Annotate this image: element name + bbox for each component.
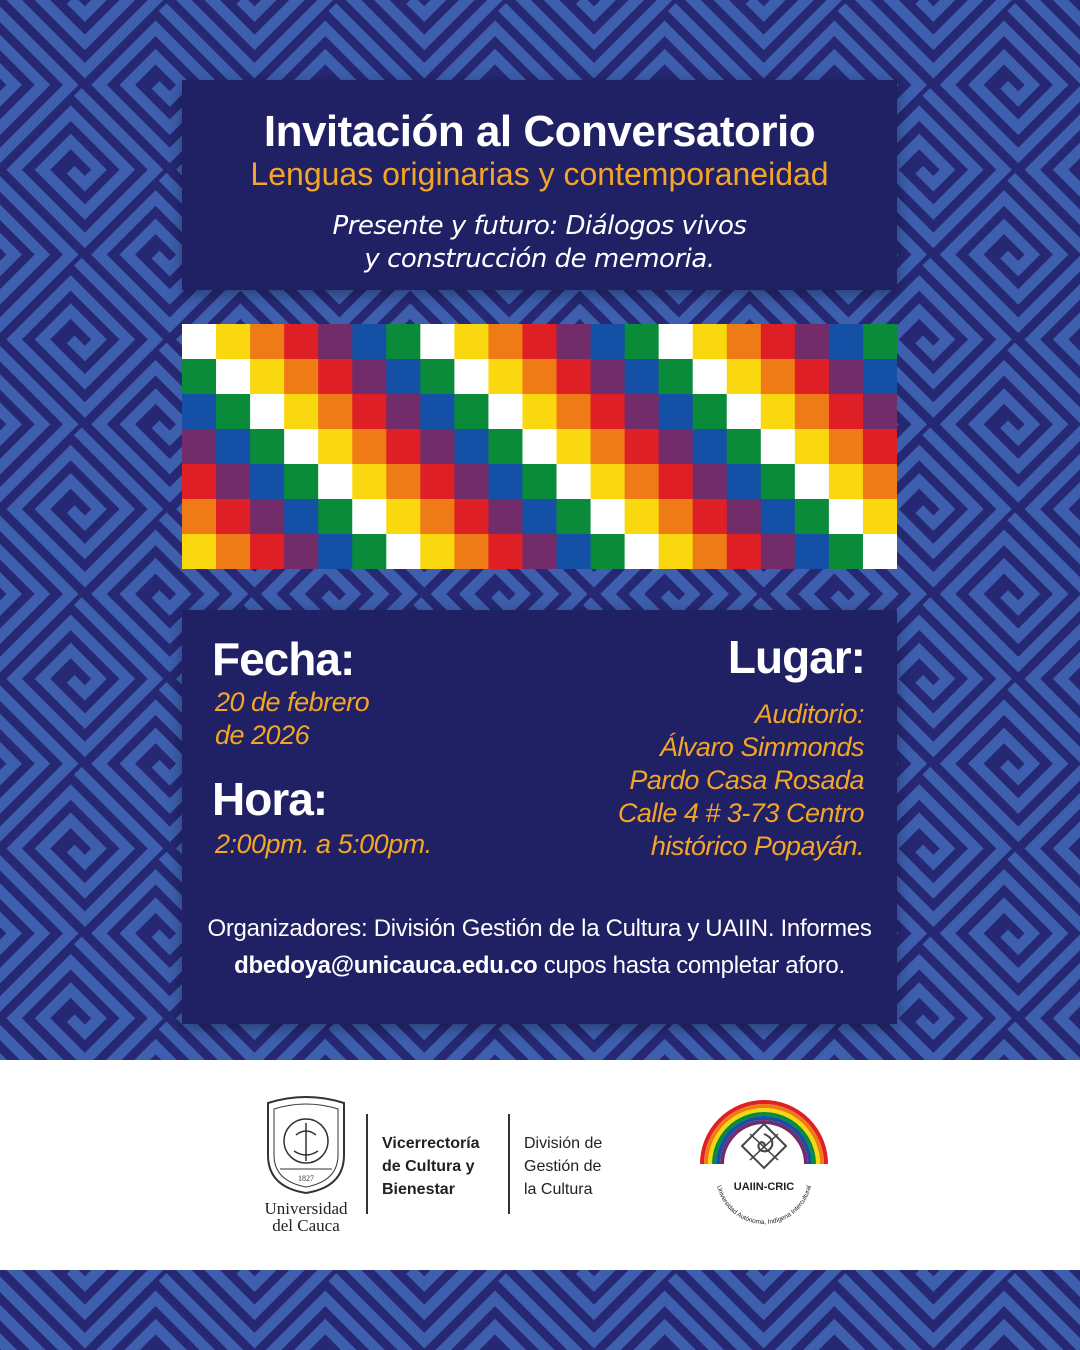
wiphala-square bbox=[625, 429, 660, 465]
wiphala-square bbox=[693, 324, 728, 360]
wiphala-square bbox=[522, 359, 557, 395]
universidad-del-cauca-seal-icon bbox=[258, 1095, 354, 1195]
fecha-line-2: de 2026 bbox=[215, 720, 310, 750]
wiphala-square bbox=[182, 534, 217, 569]
wiphala-square bbox=[284, 324, 319, 360]
wiphala-square bbox=[488, 464, 523, 500]
wiphala-square bbox=[454, 359, 489, 395]
wiphala-square bbox=[727, 359, 762, 395]
wiphala-square bbox=[318, 499, 353, 535]
wiphala-square bbox=[522, 499, 557, 535]
wiphala-square bbox=[284, 499, 319, 535]
wiphala-square bbox=[625, 534, 660, 569]
uaiin-full-name: Universidad Autónoma, Indígena Intercultural bbox=[715, 1184, 813, 1227]
wiphala-square bbox=[693, 464, 728, 500]
wiphala-square bbox=[795, 359, 830, 395]
title-panel bbox=[182, 80, 897, 290]
wiphala-square bbox=[318, 324, 353, 360]
wiphala-square bbox=[318, 464, 353, 500]
wiphala-square bbox=[693, 429, 728, 465]
fecha-value bbox=[215, 686, 369, 752]
wiphala-square bbox=[352, 429, 387, 465]
wiphala-square bbox=[795, 534, 830, 569]
wiphala-square bbox=[727, 534, 762, 569]
wiphala-square bbox=[761, 429, 796, 465]
wiphala-square bbox=[386, 359, 421, 395]
division-line-2: Gestión de bbox=[524, 1158, 602, 1175]
wiphala-square bbox=[659, 499, 694, 535]
wiphala-square bbox=[352, 499, 387, 535]
wiphala-square bbox=[625, 324, 660, 360]
wiphala-square bbox=[352, 534, 387, 569]
footer-divider bbox=[366, 1114, 368, 1214]
wiphala-square bbox=[454, 394, 489, 430]
vicerrectoria-label bbox=[382, 1132, 480, 1201]
wiphala-square bbox=[216, 499, 251, 535]
wiphala-square bbox=[727, 429, 762, 465]
wiphala-square bbox=[386, 464, 421, 500]
footer-divider bbox=[508, 1114, 510, 1214]
hora-value: 2:00pm. a 5:00pm. bbox=[215, 829, 432, 859]
lugar-line: Auditorio: bbox=[754, 699, 864, 729]
lugar-line: Pardo Casa Rosada bbox=[629, 765, 864, 795]
wiphala-square bbox=[386, 429, 421, 465]
division-line-1: División de bbox=[524, 1135, 603, 1152]
wiphala-square bbox=[557, 324, 592, 360]
wiphala-square bbox=[591, 464, 626, 500]
wiphala-square bbox=[250, 464, 285, 500]
wiphala-square bbox=[284, 464, 319, 500]
wiphala-square bbox=[522, 394, 557, 430]
wiphala-square bbox=[216, 324, 251, 360]
wiphala-square bbox=[250, 534, 285, 569]
wiphala-square bbox=[250, 324, 285, 360]
wiphala-square bbox=[625, 499, 660, 535]
organizers-line-2-rest: cupos hasta completar aforo. bbox=[537, 952, 845, 979]
wiphala-square bbox=[761, 464, 796, 500]
wiphala-square bbox=[522, 464, 557, 500]
wiphala-square bbox=[727, 464, 762, 500]
wiphala-square bbox=[454, 464, 489, 500]
wiphala-square bbox=[216, 464, 251, 500]
wiphala-square bbox=[386, 324, 421, 360]
wiphala-square bbox=[284, 359, 319, 395]
wiphala-square bbox=[863, 359, 897, 395]
wiphala-square bbox=[386, 394, 421, 430]
wiphala-square bbox=[182, 464, 217, 500]
wiphala-square bbox=[761, 394, 796, 430]
wiphala-square bbox=[625, 464, 660, 500]
wiphala-square bbox=[352, 394, 387, 430]
wiphala-square bbox=[454, 429, 489, 465]
wiphala-square bbox=[829, 429, 864, 465]
wiphala-square bbox=[488, 429, 523, 465]
wiphala-square bbox=[182, 324, 217, 360]
wiphala-square bbox=[352, 359, 387, 395]
wiphala-square bbox=[591, 534, 626, 569]
wiphala-square bbox=[625, 359, 660, 395]
seal-year: 1827 bbox=[298, 1174, 314, 1183]
division-line-3: la Cultura bbox=[524, 1181, 593, 1198]
contact-email[interactable]: dbedoya@unicauca.edu.co bbox=[234, 952, 538, 979]
wiphala-square bbox=[250, 429, 285, 465]
wiphala-square bbox=[284, 534, 319, 569]
wiphala-square bbox=[693, 394, 728, 430]
wiphala-square bbox=[829, 359, 864, 395]
wiphala-square bbox=[557, 394, 592, 430]
wiphala-square bbox=[216, 429, 251, 465]
wiphala-square bbox=[522, 534, 557, 569]
wiphala-square bbox=[488, 499, 523, 535]
organizers-line-2 bbox=[182, 947, 897, 984]
wiphala-square bbox=[761, 499, 796, 535]
wiphala-square bbox=[829, 499, 864, 535]
university-line-1: Universidad bbox=[264, 1199, 348, 1218]
organizers-line-1: Organizadores: División Gestión de la Cultura y UAIIN. Informes bbox=[207, 915, 872, 942]
wiphala-square bbox=[829, 394, 864, 430]
wiphala-square bbox=[488, 359, 523, 395]
wiphala-square bbox=[250, 499, 285, 535]
wiphala-square bbox=[863, 394, 897, 430]
wiphala-square bbox=[420, 464, 455, 500]
wiphala-square bbox=[795, 499, 830, 535]
universidad-del-cauca-name bbox=[250, 1200, 362, 1234]
lugar-label: Lugar: bbox=[727, 631, 865, 683]
wiphala-square bbox=[727, 394, 762, 430]
wiphala-square bbox=[659, 534, 694, 569]
background-maze-pattern-bottom bbox=[0, 1270, 1080, 1350]
wiphala-square bbox=[454, 324, 489, 360]
wiphala-square bbox=[250, 394, 285, 430]
hora-label: Hora: bbox=[212, 773, 328, 825]
wiphala-square bbox=[659, 324, 694, 360]
wiphala-square bbox=[795, 394, 830, 430]
wiphala-square bbox=[182, 359, 217, 395]
wiphala-square bbox=[216, 534, 251, 569]
wiphala-square bbox=[318, 394, 353, 430]
wiphala-square bbox=[420, 534, 455, 569]
wiphala-square bbox=[454, 534, 489, 569]
wiphala-square bbox=[284, 429, 319, 465]
wiphala-square bbox=[659, 394, 694, 430]
wiphala-square bbox=[318, 429, 353, 465]
wiphala-square bbox=[761, 324, 796, 360]
wiphala-square bbox=[863, 429, 897, 465]
wiphala-square bbox=[318, 534, 353, 569]
wiphala-square bbox=[216, 359, 251, 395]
wiphala-square bbox=[250, 359, 285, 395]
fecha-line-1: 20 de febrero bbox=[215, 687, 370, 717]
wiphala-square bbox=[591, 394, 626, 430]
wiphala-square bbox=[591, 429, 626, 465]
wiphala-square bbox=[488, 324, 523, 360]
wiphala-square bbox=[420, 394, 455, 430]
wiphala-square bbox=[557, 499, 592, 535]
event-details-panel bbox=[182, 610, 897, 1024]
wiphala-square bbox=[420, 359, 455, 395]
wiphala-square bbox=[591, 324, 626, 360]
wiphala-square bbox=[863, 324, 897, 360]
wiphala-square bbox=[420, 499, 455, 535]
wiphala-square bbox=[352, 324, 387, 360]
wiphala-square bbox=[216, 394, 251, 430]
division-label bbox=[524, 1132, 602, 1201]
wiphala-square bbox=[488, 394, 523, 430]
wiphala-square bbox=[795, 324, 830, 360]
wiphala-square bbox=[522, 324, 557, 360]
wiphala-square bbox=[693, 534, 728, 569]
wiphala-square bbox=[761, 359, 796, 395]
fecha-label: Fecha: bbox=[212, 633, 355, 685]
wiphala-square bbox=[591, 359, 626, 395]
university-line-2: del Cauca bbox=[272, 1216, 340, 1235]
wiphala-square bbox=[659, 464, 694, 500]
wiphala-square bbox=[795, 429, 830, 465]
wiphala-square bbox=[182, 394, 217, 430]
wiphala-square bbox=[182, 499, 217, 535]
lugar-value bbox=[618, 698, 864, 863]
wiphala-square bbox=[659, 359, 694, 395]
wiphala-square bbox=[863, 499, 897, 535]
wiphala-square bbox=[454, 499, 489, 535]
wiphala-square bbox=[625, 394, 660, 430]
event-tagline bbox=[182, 210, 897, 276]
vice-line-1: Vicerrectoría bbox=[382, 1135, 480, 1152]
tagline-line-2: y construcción de memoria. bbox=[364, 244, 715, 274]
wiphala-square bbox=[386, 534, 421, 569]
wiphala-square bbox=[863, 464, 897, 500]
wiphala-square bbox=[318, 359, 353, 395]
wiphala-square bbox=[795, 464, 830, 500]
wiphala-square bbox=[284, 394, 319, 430]
uaiin-cric-logo-icon bbox=[694, 1098, 834, 1238]
wiphala-square bbox=[488, 534, 523, 569]
event-subtitle: Lenguas originarias y contemporaneidad bbox=[250, 156, 829, 192]
wiphala-square bbox=[557, 359, 592, 395]
wiphala-square bbox=[557, 534, 592, 569]
wiphala-square bbox=[693, 359, 728, 395]
lugar-line: Álvaro Simmonds bbox=[659, 732, 864, 762]
tagline-line-1: Presente y futuro: Diálogos vivos bbox=[332, 211, 747, 241]
event-title: Invitación al Conversatorio bbox=[263, 107, 816, 156]
wiphala-square bbox=[727, 499, 762, 535]
wiphala-square bbox=[386, 499, 421, 535]
wiphala-square bbox=[829, 324, 864, 360]
wiphala-square bbox=[829, 534, 864, 569]
wiphala-square bbox=[420, 429, 455, 465]
wiphala-square bbox=[829, 464, 864, 500]
wiphala-square bbox=[557, 429, 592, 465]
lugar-line: histórico Popayán. bbox=[650, 831, 864, 861]
wiphala-square bbox=[727, 324, 762, 360]
wiphala-square bbox=[761, 534, 796, 569]
wiphala-square bbox=[557, 464, 592, 500]
wiphala-square bbox=[863, 534, 897, 569]
wiphala-square bbox=[522, 429, 557, 465]
wiphala-banner bbox=[182, 324, 897, 569]
wiphala-square bbox=[420, 324, 455, 360]
wiphala-square bbox=[352, 464, 387, 500]
organizers-text bbox=[182, 910, 897, 984]
vice-line-2: de Cultura y bbox=[382, 1158, 475, 1175]
lugar-line: Calle 4 # 3-73 Centro bbox=[617, 798, 864, 828]
wiphala-square bbox=[693, 499, 728, 535]
uaiin-cric-name: UAIIN-CRIC bbox=[733, 1181, 795, 1193]
wiphala-square bbox=[591, 499, 626, 535]
wiphala-square bbox=[659, 429, 694, 465]
vice-line-3: Bienestar bbox=[382, 1181, 455, 1198]
wiphala-square bbox=[182, 429, 217, 465]
